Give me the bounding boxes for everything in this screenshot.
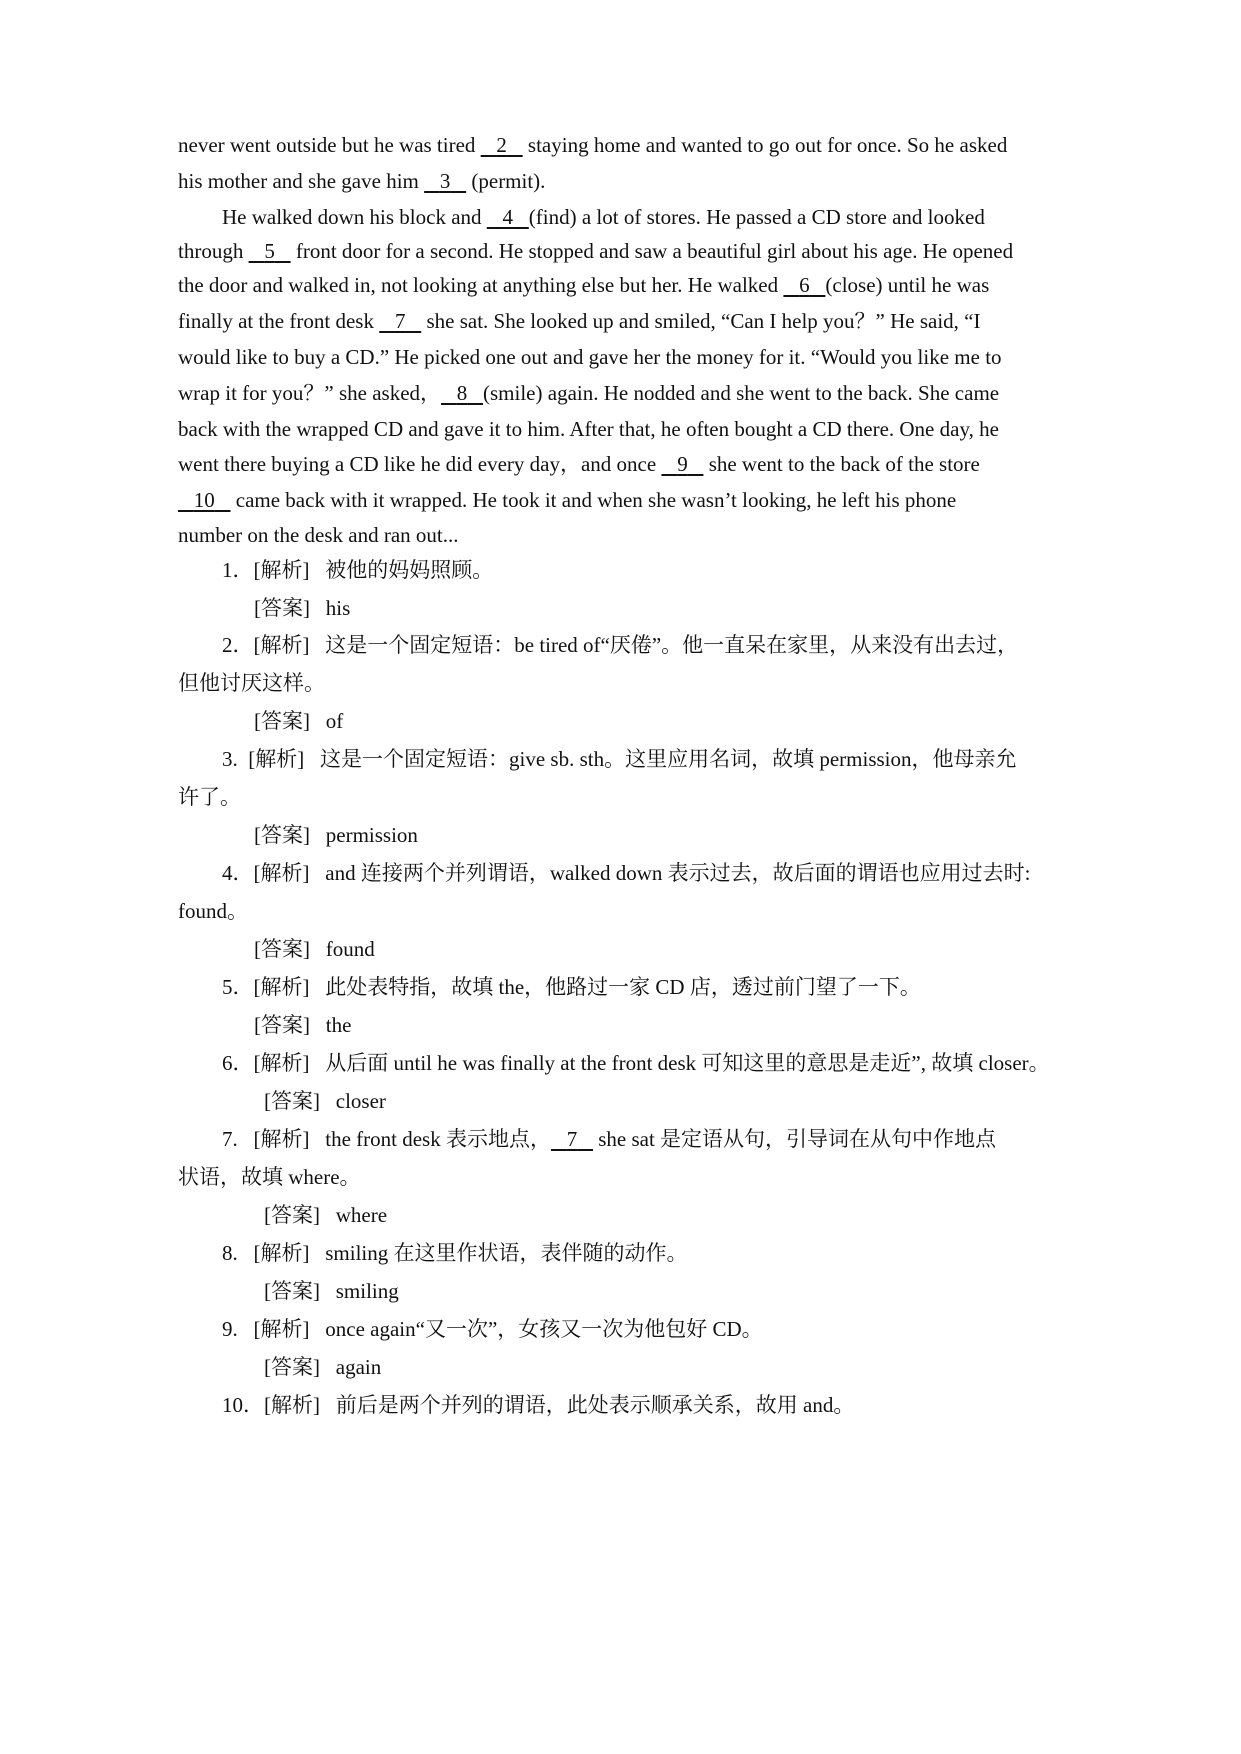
passage-text: finally at the front desk xyxy=(178,309,380,333)
passage-line-10 xyxy=(178,449,980,479)
passage-text: would like to buy a CD.” He picked one out and gave her the money for it. “Would you like me to xyxy=(178,345,1002,369)
answer-9: [答案] again xyxy=(264,1355,382,1379)
passage-text: she went to the back of the store xyxy=(703,452,980,476)
passage-text: through xyxy=(178,239,249,263)
passage-text: never went outside but he was tired xyxy=(178,133,481,157)
passage-text: staying home and wanted to go out for once. So he asked xyxy=(522,133,1008,157)
passage-text: (close) until he was xyxy=(825,273,990,297)
passage-line-7 xyxy=(178,342,1002,372)
analysis-2-cont: 但他讨厌这样。 xyxy=(178,671,325,695)
blank-8: 8 xyxy=(456,381,468,405)
answer-5: [答案] the xyxy=(254,1013,352,1037)
answer-2: [答案] of xyxy=(254,709,344,733)
blank-4: 4 xyxy=(502,205,514,229)
analysis-4-cont: found。 xyxy=(178,899,248,923)
analysis-1: 1．[解析] 被他的妈妈照顾。 xyxy=(222,558,494,582)
passage-line-9 xyxy=(178,414,999,444)
passage-line-11 xyxy=(178,485,956,515)
blank-3: 3 xyxy=(439,169,451,193)
passage-text: she sat. She looked up and smiled, “Can I help you？” He said, “I xyxy=(421,309,981,333)
analysis-5: 5．[解析] 此处表特指，故填 the，他路过一家 CD 店，透过前门望了一下。 xyxy=(222,975,921,999)
answer-1: [答案] his xyxy=(254,596,351,620)
analysis-3: 3. [解析] 这是一个固定短语：give sb. sth。这里应用名词，故填 permission，他母亲允 xyxy=(222,747,1017,771)
passage-line-6 xyxy=(178,306,981,336)
blank-5: 5 xyxy=(264,239,275,263)
analysis-7: 7. [解析] the front desk 表示地点， 7 she sat 是定语从句，引导词在从句中作地点 xyxy=(222,1127,997,1151)
passage-line-2 xyxy=(178,166,545,196)
passage-text: front door for a second. He stopped and saw a beautiful girl about his age. He opened xyxy=(290,239,1014,263)
passage-line-5 xyxy=(178,270,989,300)
passage-text: number on the desk and ran out... xyxy=(178,523,459,547)
passage-line-1 xyxy=(178,130,1007,160)
passage-line-4 xyxy=(178,236,1013,266)
passage-line-12 xyxy=(178,520,459,550)
passage-text: went there buying a CD like he did every day，and once xyxy=(178,452,662,476)
answer-3: [答案] permission xyxy=(254,823,418,847)
passage-line-3 xyxy=(222,202,985,232)
blank-7: 7 xyxy=(394,309,406,333)
passage-text: the door and walked in, not looking at anything else but her. He walked xyxy=(178,273,784,297)
analysis-7-cont: 状语，故填 where。 xyxy=(178,1165,361,1189)
analysis-9: 9. [解析] once again“又一次”，女孩又一次为他包好 CD。 xyxy=(222,1317,763,1341)
analysis-3-cont: 许了。 xyxy=(178,785,241,809)
answer-7: [答案] where xyxy=(264,1203,388,1227)
analysis-8: 8. [解析] smiling 在这里作状语，表伴随的动作。 xyxy=(222,1241,688,1265)
answer-4: [答案] found xyxy=(254,937,375,961)
analysis-2: 2．[解析] 这是一个固定短语：be tired of“厌倦”。他一直呆在家里，从来没有出去过， xyxy=(222,633,1019,657)
passage-text: (find) a lot of stores. He passed a CD store and looked xyxy=(528,205,985,229)
analysis-6: 6．[解析] 从后面 until he was finally at the front desk 可知这里的意思是走近”, 故填 closer。 xyxy=(222,1051,1050,1075)
passage-text: (permit). xyxy=(466,169,546,193)
passage-text: back with the wrapped CD and gave it to him. After that, he often bought a CD there. One day, he xyxy=(178,417,999,441)
passage-text: wrap it for you？” she asked， xyxy=(178,381,442,405)
passage-text: (smile) again. He nodded and she went to the back. She came xyxy=(483,381,1000,405)
answer-8: [答案] smiling xyxy=(264,1279,399,1303)
blank-2: 2 xyxy=(496,133,507,157)
answer-6: [答案] closer xyxy=(264,1089,386,1113)
blank-7-ref: 7 xyxy=(566,1127,578,1151)
passage-text: his mother and she gave him xyxy=(178,169,425,193)
blank-9: 9 xyxy=(677,452,688,476)
analysis-4: 4．[解析] and 连接两个并列谓语，walked down 表示过去，故后面的谓语也应用过去时: xyxy=(222,861,1031,885)
passage-line-8 xyxy=(178,378,999,408)
passage-text: came back with it wrapped. He took it and when she wasn’t looking, he left his phone xyxy=(230,488,957,512)
passage-text: He walked down his block and xyxy=(222,205,487,229)
analysis-10: 10．[解析] 前后是两个并列的谓语，此处表示顺承关系，故用 and。 xyxy=(222,1393,855,1417)
blank-6: 6 xyxy=(799,273,810,297)
blank-10: 10 xyxy=(193,488,215,512)
